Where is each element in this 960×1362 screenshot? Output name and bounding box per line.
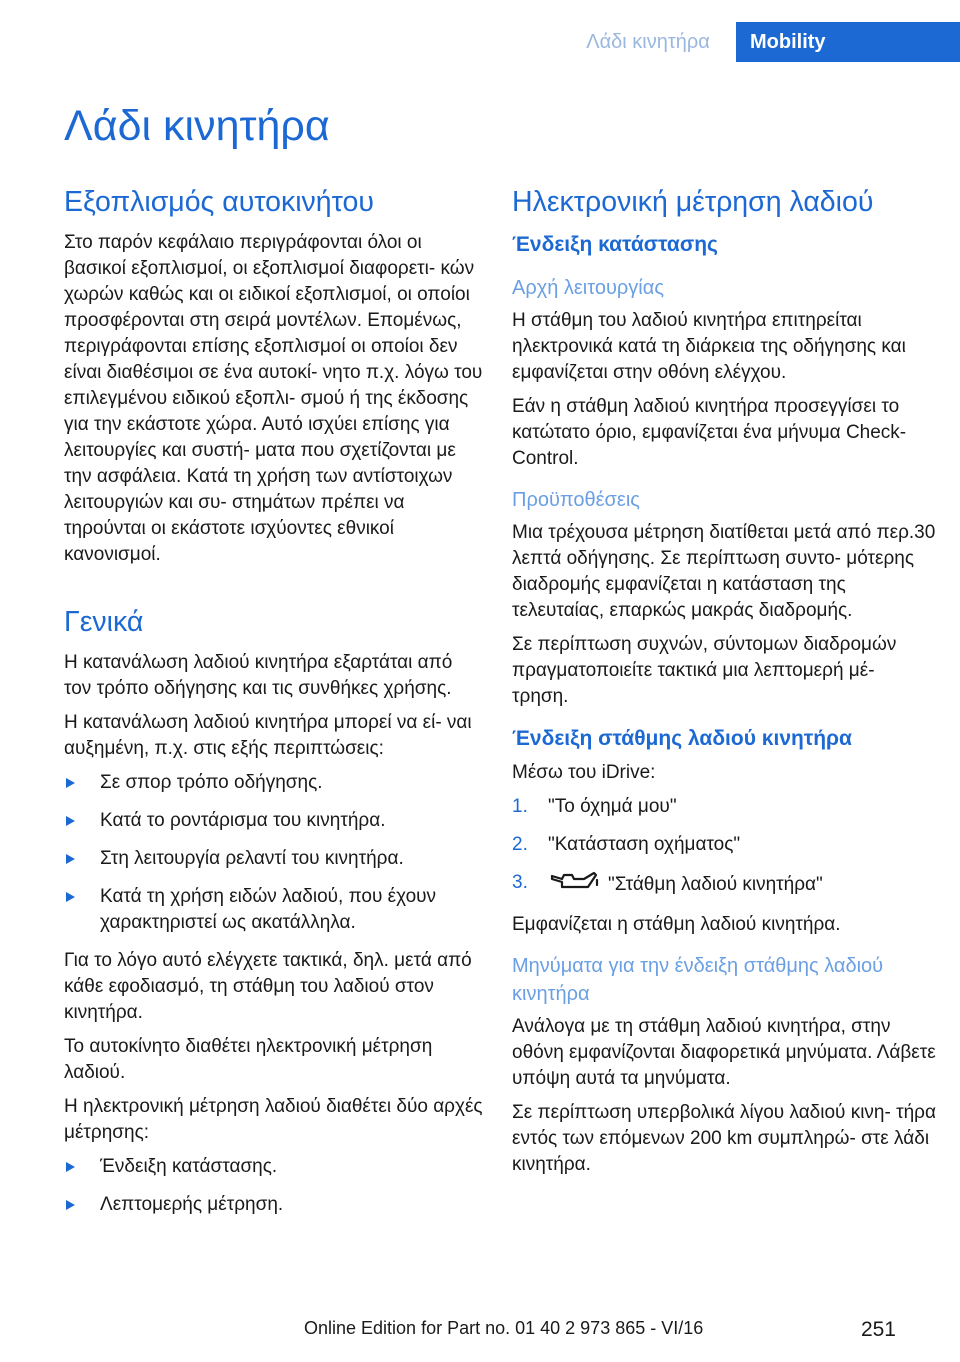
list-item bbox=[64, 1154, 484, 1180]
general-paragraph-1: Η κατανάλωση λαδιού κινητήρα εξαρτάται από τον τρόπο οδήγησης και τις συνθήκες χρήσης. bbox=[64, 652, 453, 699]
messages-paragraph-1: Ανάλογα με τη στάθμη λαδιού κινητήρα, στην οθόνη εμφανίζονται διαφορετικά μηνύματα. Λάβετε υπόψη αυτά τα μηνύματα. bbox=[512, 1016, 936, 1089]
general-paragraph-2: Η κατανάλωση λαδιού κινητήρα μπορεί να εί- ναι αυξημένη, π.χ. στις εξής περιπτώσεις: bbox=[64, 712, 472, 759]
triangle-bullet-icon bbox=[66, 816, 75, 826]
oil-level-result-text: Εμφανίζεται η στάθμη λαδιού κινητήρα. bbox=[512, 914, 841, 935]
list-item bbox=[512, 870, 936, 900]
right-column bbox=[512, 182, 936, 1186]
triangle-bullet-icon bbox=[66, 892, 75, 902]
step-text: "Κατάσταση οχήματος" bbox=[548, 834, 741, 855]
consumption-cases-list bbox=[64, 770, 484, 936]
page-title: Λάδι κινητήρα bbox=[64, 102, 330, 150]
list-item-text: Σε σπορ τρόπο οδήγησης. bbox=[100, 772, 323, 793]
footer-edition: Online Edition for Part no. 01 40 2 973 865 - VI/16 bbox=[304, 1318, 704, 1338]
list-item-text: Κατά τη χρήση ειδών λαδιού, που έχουν χαρακτηριστεί ως ακατάλληλα. bbox=[100, 886, 437, 933]
messages-heading: Μηνύματα για την ένδειξη στάθμης λαδιού κινητήρα bbox=[512, 955, 884, 1005]
list-item bbox=[512, 794, 936, 820]
list-item-text: Ένδειξη κατάστασης. bbox=[100, 1156, 278, 1177]
idrive-steps-list bbox=[512, 794, 936, 900]
oil-level-display-heading: Ένδειξη στάθμης λαδιού κινητήρα bbox=[512, 727, 852, 750]
equipment-paragraph: Στο παρόν κεφάλαιο περιγράφονται όλοι οι βασικοί εξοπλισμοί, οι εξοπλισμοί διαφορετι- κών χωρών καθώς και οι ειδικοί εξοπλισμοί, οι οποίοι προσφέρονται στη σειρά μοντέλων. Επομένως, περιγράφονται επίσης εξοπλισμοί οι οποίοι δεν είναι διαθέσιμοι σε ένα αυτοκί- νητο π.χ. λόγω του επιλεγμένου ειδικού εξοπλι- σμού ή της έκδοσης για την εκάστοτε χώρα. Αυτό ισχύει επίσης για λειτουργίες και συστή- ματα που σχετίζονται με την ασφάλεια. Κατά τη χρήση των αντίστοιχων λειτουργιών και συ- στημάτων πρέπει να τηρούνται οι εκάστοτε ισχύοντες εθνικοί κανονισμοί. bbox=[64, 232, 483, 565]
step-number: 1. bbox=[512, 796, 528, 817]
triangle-bullet-icon bbox=[66, 854, 75, 864]
measurement-principles-list bbox=[64, 1154, 484, 1218]
triangle-bullet-icon bbox=[66, 1162, 75, 1172]
status-display-heading: Ένδειξη κατάστασης bbox=[512, 233, 718, 256]
step-number: 3. bbox=[512, 872, 528, 893]
triangle-bullet-icon bbox=[66, 1200, 75, 1210]
list-item bbox=[64, 884, 484, 936]
step-number: 2. bbox=[512, 834, 528, 855]
list-item bbox=[512, 832, 936, 858]
prerequisites-paragraph-2: Σε περίπτωση συχνών, σύντομων διαδρομών πραγματοποιείτε τακτικά μια λεπτομερή μέ- τρηση. bbox=[512, 634, 897, 707]
equipment-heading: Εξοπλισμός αυτοκινήτου bbox=[64, 186, 374, 218]
list-item-text: Στη λειτουργία ρελαντί του κινητήρα. bbox=[100, 848, 404, 869]
operation-paragraph-2: Εάν η στάθμη λαδιού κινητήρα προσεγγίσει το κατώτατο όριο, εμφανίζεται ένα μήνυμα Check-Control. bbox=[512, 396, 907, 469]
prerequisites-paragraph-1: Μια τρέχουσα μέτρηση διατίθεται μετά από περ.30 λεπτά οδήγησης. Σε περίπτωση συντο- μότερης διαδρομής εμφανίζεται η κατάσταση της τελευταίας, επαρκώς μακράς διαδρομής. bbox=[512, 522, 936, 621]
step-text: "Στάθμη λαδιού κινητήρα" bbox=[608, 874, 823, 896]
list-item-text: Κατά το ροντάρισμα του κινητήρα. bbox=[100, 810, 386, 831]
electronic-measurement-heading: Ηλεκτρονική μέτρηση λαδιού bbox=[512, 186, 874, 218]
list-item bbox=[64, 846, 484, 872]
via-idrive-text: Μέσω του iDrive: bbox=[512, 762, 656, 783]
operation-paragraph-1: Η στάθμη του λαδιού κινητήρα επιτηρείται ηλεκτρονικά κατά τη διάρκεια της οδήγησης και εμφανίζεται στην οθόνη ελέγχου. bbox=[512, 310, 906, 383]
header-chapter-tab: Mobility bbox=[736, 22, 960, 62]
header-section-tab: Λάδι κινητήρα bbox=[586, 31, 710, 53]
general-paragraph-5: Η ηλεκτρονική μέτρηση λαδιού διαθέτει δύο αρχές μέτρησης: bbox=[64, 1096, 483, 1143]
general-paragraph-3: Για το λόγο αυτό ελέγχετε τακτικά, δηλ. μετά από κάθε εφοδιασμό, τη στάθμη του λαδιού στον κινητήρα. bbox=[64, 950, 472, 1023]
general-heading: Γενικά bbox=[64, 606, 144, 638]
list-item-text: Λεπτομερής μέτρηση. bbox=[100, 1194, 284, 1215]
triangle-bullet-icon bbox=[66, 778, 75, 788]
left-column bbox=[64, 182, 484, 1230]
general-paragraph-4: Το αυτοκίνητο διαθέτει ηλεκτρονική μέτρηση λαδιού. bbox=[64, 1036, 433, 1083]
page-number: 251 bbox=[860, 1318, 896, 1341]
messages-paragraph-2: Σε περίπτωση υπερβολικά λίγου λαδιού κινη- τήρα εντός των επόμενων 200 km συμπληρώ- στε λάδι κινητήρα. bbox=[512, 1102, 936, 1175]
oil-can-icon bbox=[548, 870, 600, 900]
operation-heading: Αρχή λειτουργίας bbox=[512, 277, 664, 299]
list-item bbox=[64, 770, 484, 796]
list-item bbox=[64, 1192, 484, 1218]
prerequisites-heading: Προϋποθέσεις bbox=[512, 489, 640, 511]
step-text: "Το όχημά μου" bbox=[548, 796, 677, 817]
list-item bbox=[64, 808, 484, 834]
